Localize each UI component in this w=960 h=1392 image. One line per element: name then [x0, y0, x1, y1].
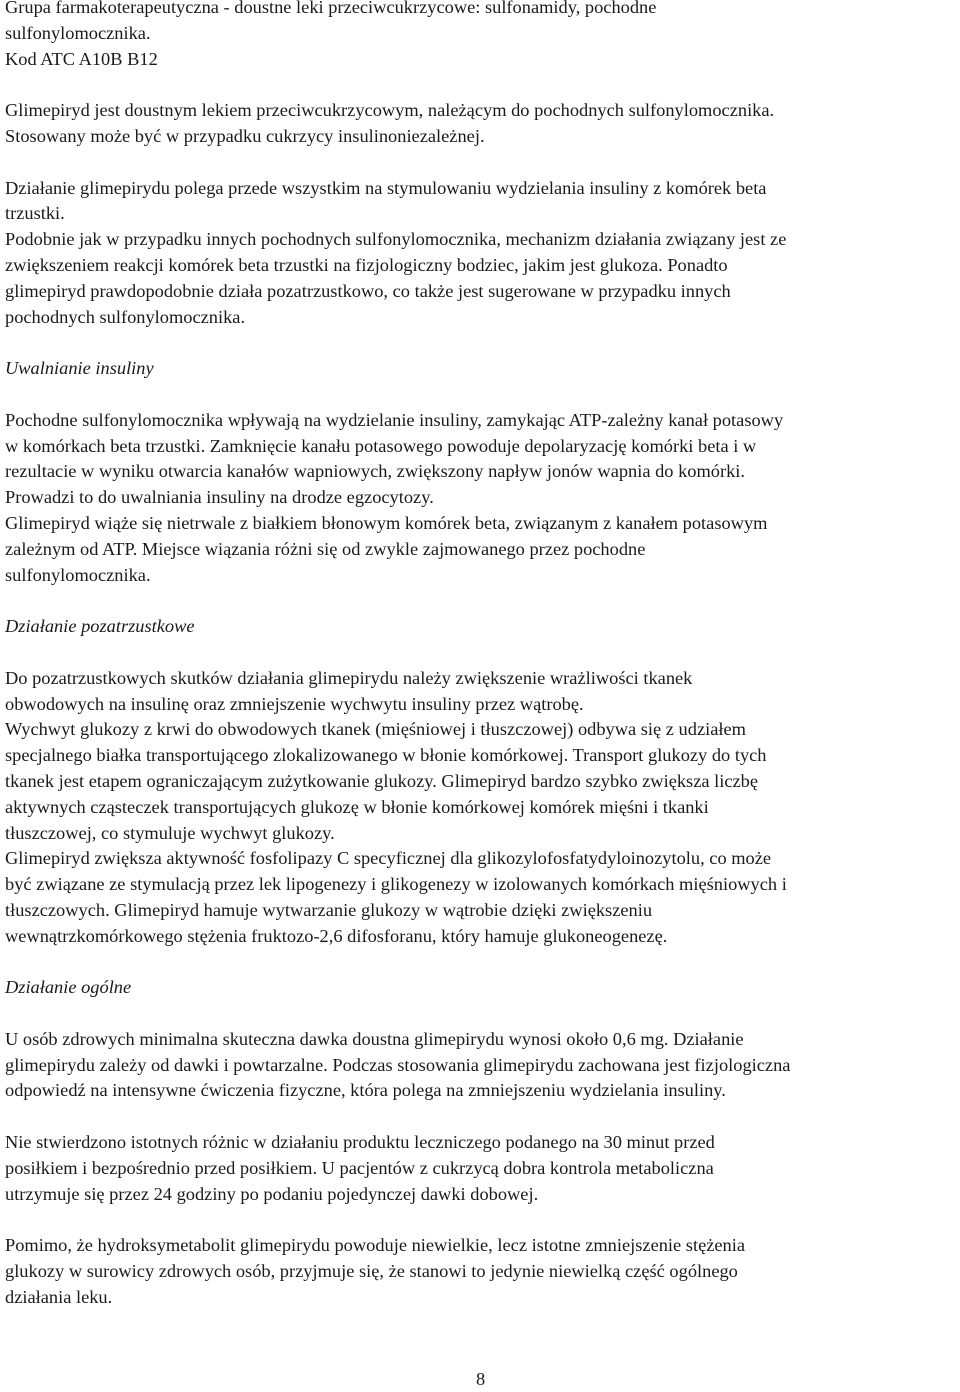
- section-3-line-8: glukozy w surowicy zdrowych osób, przyjmuje się, że stanowi to jedynie niewielką część ogólnego: [5, 1261, 738, 1282]
- section-heading: Działanie ogólne: [5, 977, 132, 998]
- section-1-line-5: Glimepiryd wiąże się nietrwale z białkiem błonowym komórek beta, związanym z kanałem potasowym: [5, 512, 768, 533]
- paragraph-2: [5, 176, 960, 331]
- section-1-line-2: w komórkach beta trzustki. Zamknięcie kanału potasowego powoduje depolaryzację komórki beta i w: [5, 435, 757, 456]
- section-3-line-6: utrzymuje się przez 24 godziny po podaniu pojedynczej dawki dobowej.: [5, 1183, 539, 1204]
- section-2-line-4: specjalnego białka transportującego zlokalizowanego w błonie komórkowej. Transport glukozy do tych: [5, 745, 767, 766]
- section-3-line-3: odpowiedź na intensywne ćwiczenia fizyczne, która polega na zmniejszeniu wydzielania insuliny.: [5, 1080, 726, 1101]
- paragraph-2-line-4: zwiększeniem reakcji komórek beta trzustki na fizjologiczny bodziec, jakim jest glukoza. Ponadto: [5, 254, 728, 275]
- spacer: [5, 640, 960, 666]
- section-3-line-4: Nie stwierdzono istotnych różnic w działaniu produktu leczniczego podanego na 30 minut przed: [5, 1132, 715, 1153]
- section-3-line-1: U osób zdrowych minimalna skuteczna dawka doustna glimepirydu wynosi około 0,6 mg. Działanie: [5, 1028, 744, 1049]
- section-1-line-1: Pochodne sulfonylomocznika wpływają na wydzielanie insuliny, zamykając ATP-zależny kanał potasowy: [5, 409, 784, 430]
- paragraph-1-line-1: Glimepiryd jest doustnym lekiem przeciwcukrzycowym, należącym do pochodnych sulfonylomocznika.: [5, 100, 775, 121]
- section-3-line-2: glimepirydu zależy od dawki i powtarzalne. Podczas stosowania glimepirydu zachowana jest fizjologiczna: [5, 1054, 791, 1075]
- section-dzialanie-ogolne: [5, 975, 960, 1310]
- section-3-line-7: Pomimo, że hydroksymetabolit glimepirydu powoduje niewielkie, lecz istotne zmniejszenie stężenia: [5, 1235, 746, 1256]
- section-2-line-5: tkanek jest etapem ograniczającym zużytkowanie glukozy. Glimepiryd bardzo szybko zwiększa liczbę: [5, 770, 759, 791]
- section-3-line-9: działania leku.: [5, 1286, 113, 1307]
- paragraph-2-line-2: trzustki.: [5, 203, 65, 224]
- page-number: 8: [476, 1369, 486, 1389]
- spacer: [5, 1104, 960, 1130]
- section-dzialanie-pozatrzustkowe: [5, 614, 960, 949]
- spacer: [5, 330, 960, 356]
- spacer: [5, 949, 960, 975]
- section-1-line-4: Prowadzi to do uwalniania insuliny na drodze egzocytozy.: [5, 487, 434, 508]
- intro-block: [5, 0, 960, 72]
- section-2-line-6: aktywnych cząsteczek transportujących glukozę w błonie komórkowej komórek mięśni i tkanki: [5, 796, 709, 817]
- spacer: [5, 72, 960, 98]
- paragraph-1: [5, 98, 960, 150]
- section-1-line-6: zależnym od ATP. Miejsce wiązania różni się od zwykle zajmowanego przez pochodne: [5, 538, 646, 559]
- intro-line-2: sulfonylomocznika.: [5, 22, 151, 43]
- document-page: [5, 0, 960, 1311]
- paragraph-2-line-5: glimepiryd prawdopodobnie działa pozatrzustkowo, co także jest sugerowane w przypadku innych: [5, 280, 731, 301]
- section-2-line-8: Glimepiryd zwiększa aktywność fosfolipazy C specyficznej dla glikozylofosfatydyloinozytolu, co może: [5, 848, 772, 869]
- paragraph-2-line-1: Działanie glimepirydu polega przede wszystkim na stymulowaniu wydzielania insuliny z komórek beta: [5, 177, 767, 198]
- section-1-line-7: sulfonylomocznika.: [5, 564, 151, 585]
- section-heading: Uwalnianie insuliny: [5, 358, 154, 379]
- section-2-line-3: Wychwyt glukozy z krwi do obwodowych tkanek (mięśniowej i tłuszczowej) odbywa się z udziałem: [5, 719, 746, 740]
- spacer: [5, 150, 960, 176]
- spacer: [5, 1207, 960, 1233]
- section-uwalnianie-insuliny: [5, 356, 960, 588]
- section-2-line-7: tłuszczowej, co stymuluje wychwyt glukozy.: [5, 822, 335, 843]
- section-3-line-5: posiłkiem i bezpośrednio przed posiłkiem. U pacjentów z cukrzycą dobra kontrola metaboliczna: [5, 1157, 714, 1178]
- paragraph-2-line-6: pochodnych sulfonylomocznika.: [5, 306, 246, 327]
- section-heading: Działanie pozatrzustkowe: [5, 616, 195, 637]
- section-1-line-3: rezultacie w wyniku otwarcia kanałów wapniowych, zwiększony napływ jonów wapnia do komórki.: [5, 461, 746, 482]
- section-2-line-10: tłuszczowych. Glimepiryd hamuje wytwarzanie glukozy w wątrobie dzięki zwiększeniu: [5, 899, 653, 920]
- atc-code: Kod ATC A10B B12: [5, 48, 158, 69]
- paragraph-1-line-2: Stosowany może być w przypadku cukrzycy insulinoniezależnej.: [5, 125, 485, 146]
- section-2-line-9: być związane ze stymulacją przez lek lipogenezy i glikogenezy w izolowanych komórkach mięśniowych i: [5, 874, 787, 895]
- intro-line-1: Grupa farmakoterapeutyczna - doustne leki przeciwcukrzycowe: sulfonamidy, pochodne: [5, 0, 657, 17]
- section-2-line-11: wewnątrzkomórkowego stężenia fruktozo-2,6 difosforanu, który hamuje glukoneogenezę.: [5, 925, 668, 946]
- spacer: [5, 588, 960, 614]
- section-2-line-2: obwodowych na insulinę oraz zmniejszenie wychwytu insuliny przez wątrobę.: [5, 693, 584, 714]
- spacer: [5, 1001, 960, 1027]
- section-2-line-1: Do pozatrzustkowych skutków działania glimepirydu należy zwiększenie wrażliwości tkanek: [5, 667, 693, 688]
- spacer: [5, 382, 960, 408]
- paragraph-2-line-3: Podobnie jak w przypadku innych pochodnych sulfonylomocznika, mechanizm działania związany jest ze: [5, 229, 787, 250]
